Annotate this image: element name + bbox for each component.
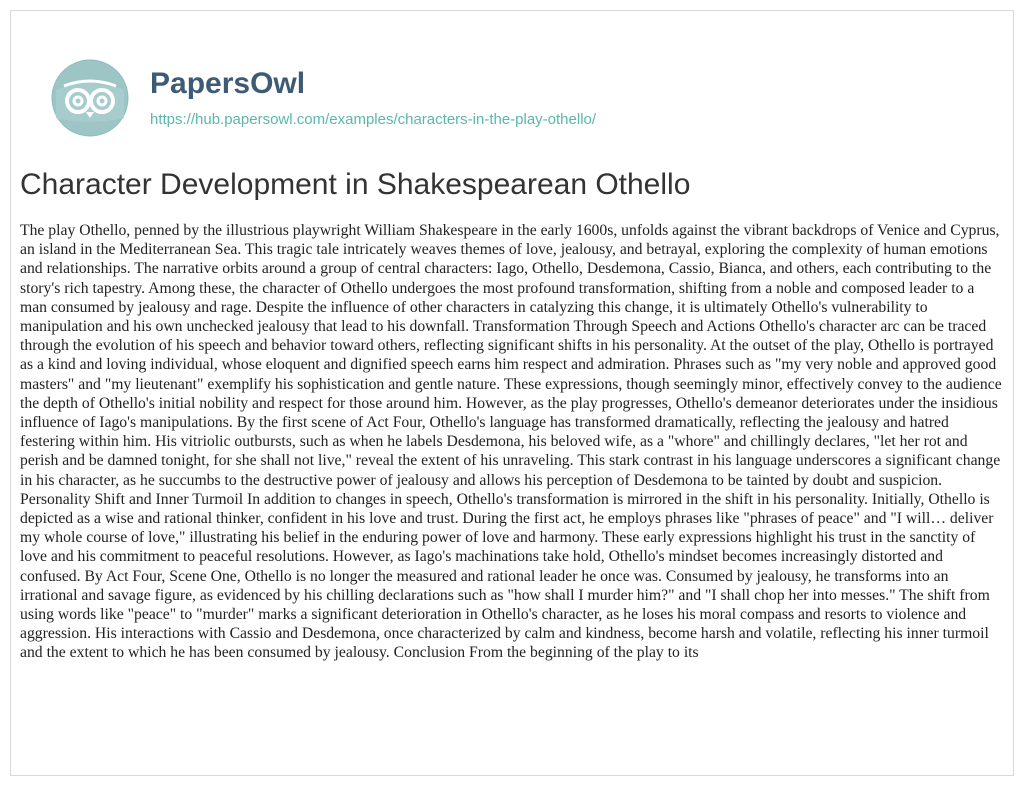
- brand-text: [150, 66, 597, 128]
- document-body: The play Othello, penned by the illustrious playwright William Shakespeare in the early 1600s, unfolds against the vibrant backdrops of Venice and Cyprus, an island in the Mediterranean Sea. This tragic tale intricately weaves themes of love, jealousy, and betrayal, exploring the complexity of human emotions and relationships. The narrative orbits around a group of central characters: Iago, Othello, Desdemona, Cassio, Bianca, and others, each contributing to the story's rich tapestry. Among these, the character of Othello undergoes the most profound transformation, shifting from a noble and composed leader to a man consumed by jealousy and rage. Despite the influence of other characters in catalyzing this change, it is ultimately Othello's vulnerability to manipulation and his own unchecked jealousy that lead to his downfall. Transformation Through Speech and Actions Othello's character arc can be traced through the evolution of his speech and behavior toward others, reflecting significant shifts in his personality. At the outset of the play, Othello is portrayed as a kind and loving individual, whose eloquent and dignified speech earns him respect and admiration. Phrases such as "my very noble and approved good masters" and "my lieutenant" exemplify his sophistication and gentle nature. These expressions, though seemingly minor, effectively convey to the audience the depth of Othello's initial nobility and respect for those around him. However, as the play progresses, Othello's demeanor deteriorates under the insidious influence of Iago's manipulations. By the first scene of Act Four, Othello's language has transformed dramatically, reflecting the jealousy and hatred festering within him. His vitriolic outbursts, such as when he labels Desdemona, his beloved wife, as a "whore" and chillingly declares, "let her rot and perish and be damned tonight, for she shall not live," reveal the extent of his unraveling. This stark contrast in his language underscores a significant change in his character, as he succumbs to the destructive power of jealousy and allows his perception of Desdemona to be tainted by doubt and suspicion. Personality Shift and Inner Turmoil In addition to changes in speech, Othello's transformation is mirrored in the shift in his personality. Initially, Othello is depicted as a wise and rational thinker, confident in his love and trust. During the first act, he employs phrases like "phrases of peace" and "I will… deliver my whole course of love," illustrating his belief in the enduring power of love and harmony. These early expressions highlight his trust in the sanctity of love and his commitment to peaceful resolutions. However, as Iago's machinations take hold, Othello's mindset becomes increasingly distorted and confused. By Act Four, Scene One, Othello is no longer the measured and rational leader he once was. Consumed by jealousy, he transforms into an irrational and savage figure, as evidenced by his chilling declarations such as "how shall I murder him?" and "I shall chop her into messes." The shift from using words like "peace" to "murder" marks a significant deterioration in Othello's character, as he loses his moral compass and resorts to violence and aggression. His interactions with Cassio and Desdemona, once characterized by calm and kindness, become harsh and volatile, reflecting his inner turmoil and the extent to which he has been consumed by jealousy. Conclusion From the beginning of the play to its: [20, 222, 1002, 662]
- document-title: Character Development in Shakespearean Othello: [20, 168, 691, 201]
- owl-eyes-icon: [48, 56, 132, 140]
- source-url-link[interactable]: https://hub.papersowl.com/examples/characters-in-the-play-othello/: [150, 110, 597, 128]
- brand-header: [48, 56, 596, 140]
- brand-name: PapersOwl: [150, 66, 306, 100]
